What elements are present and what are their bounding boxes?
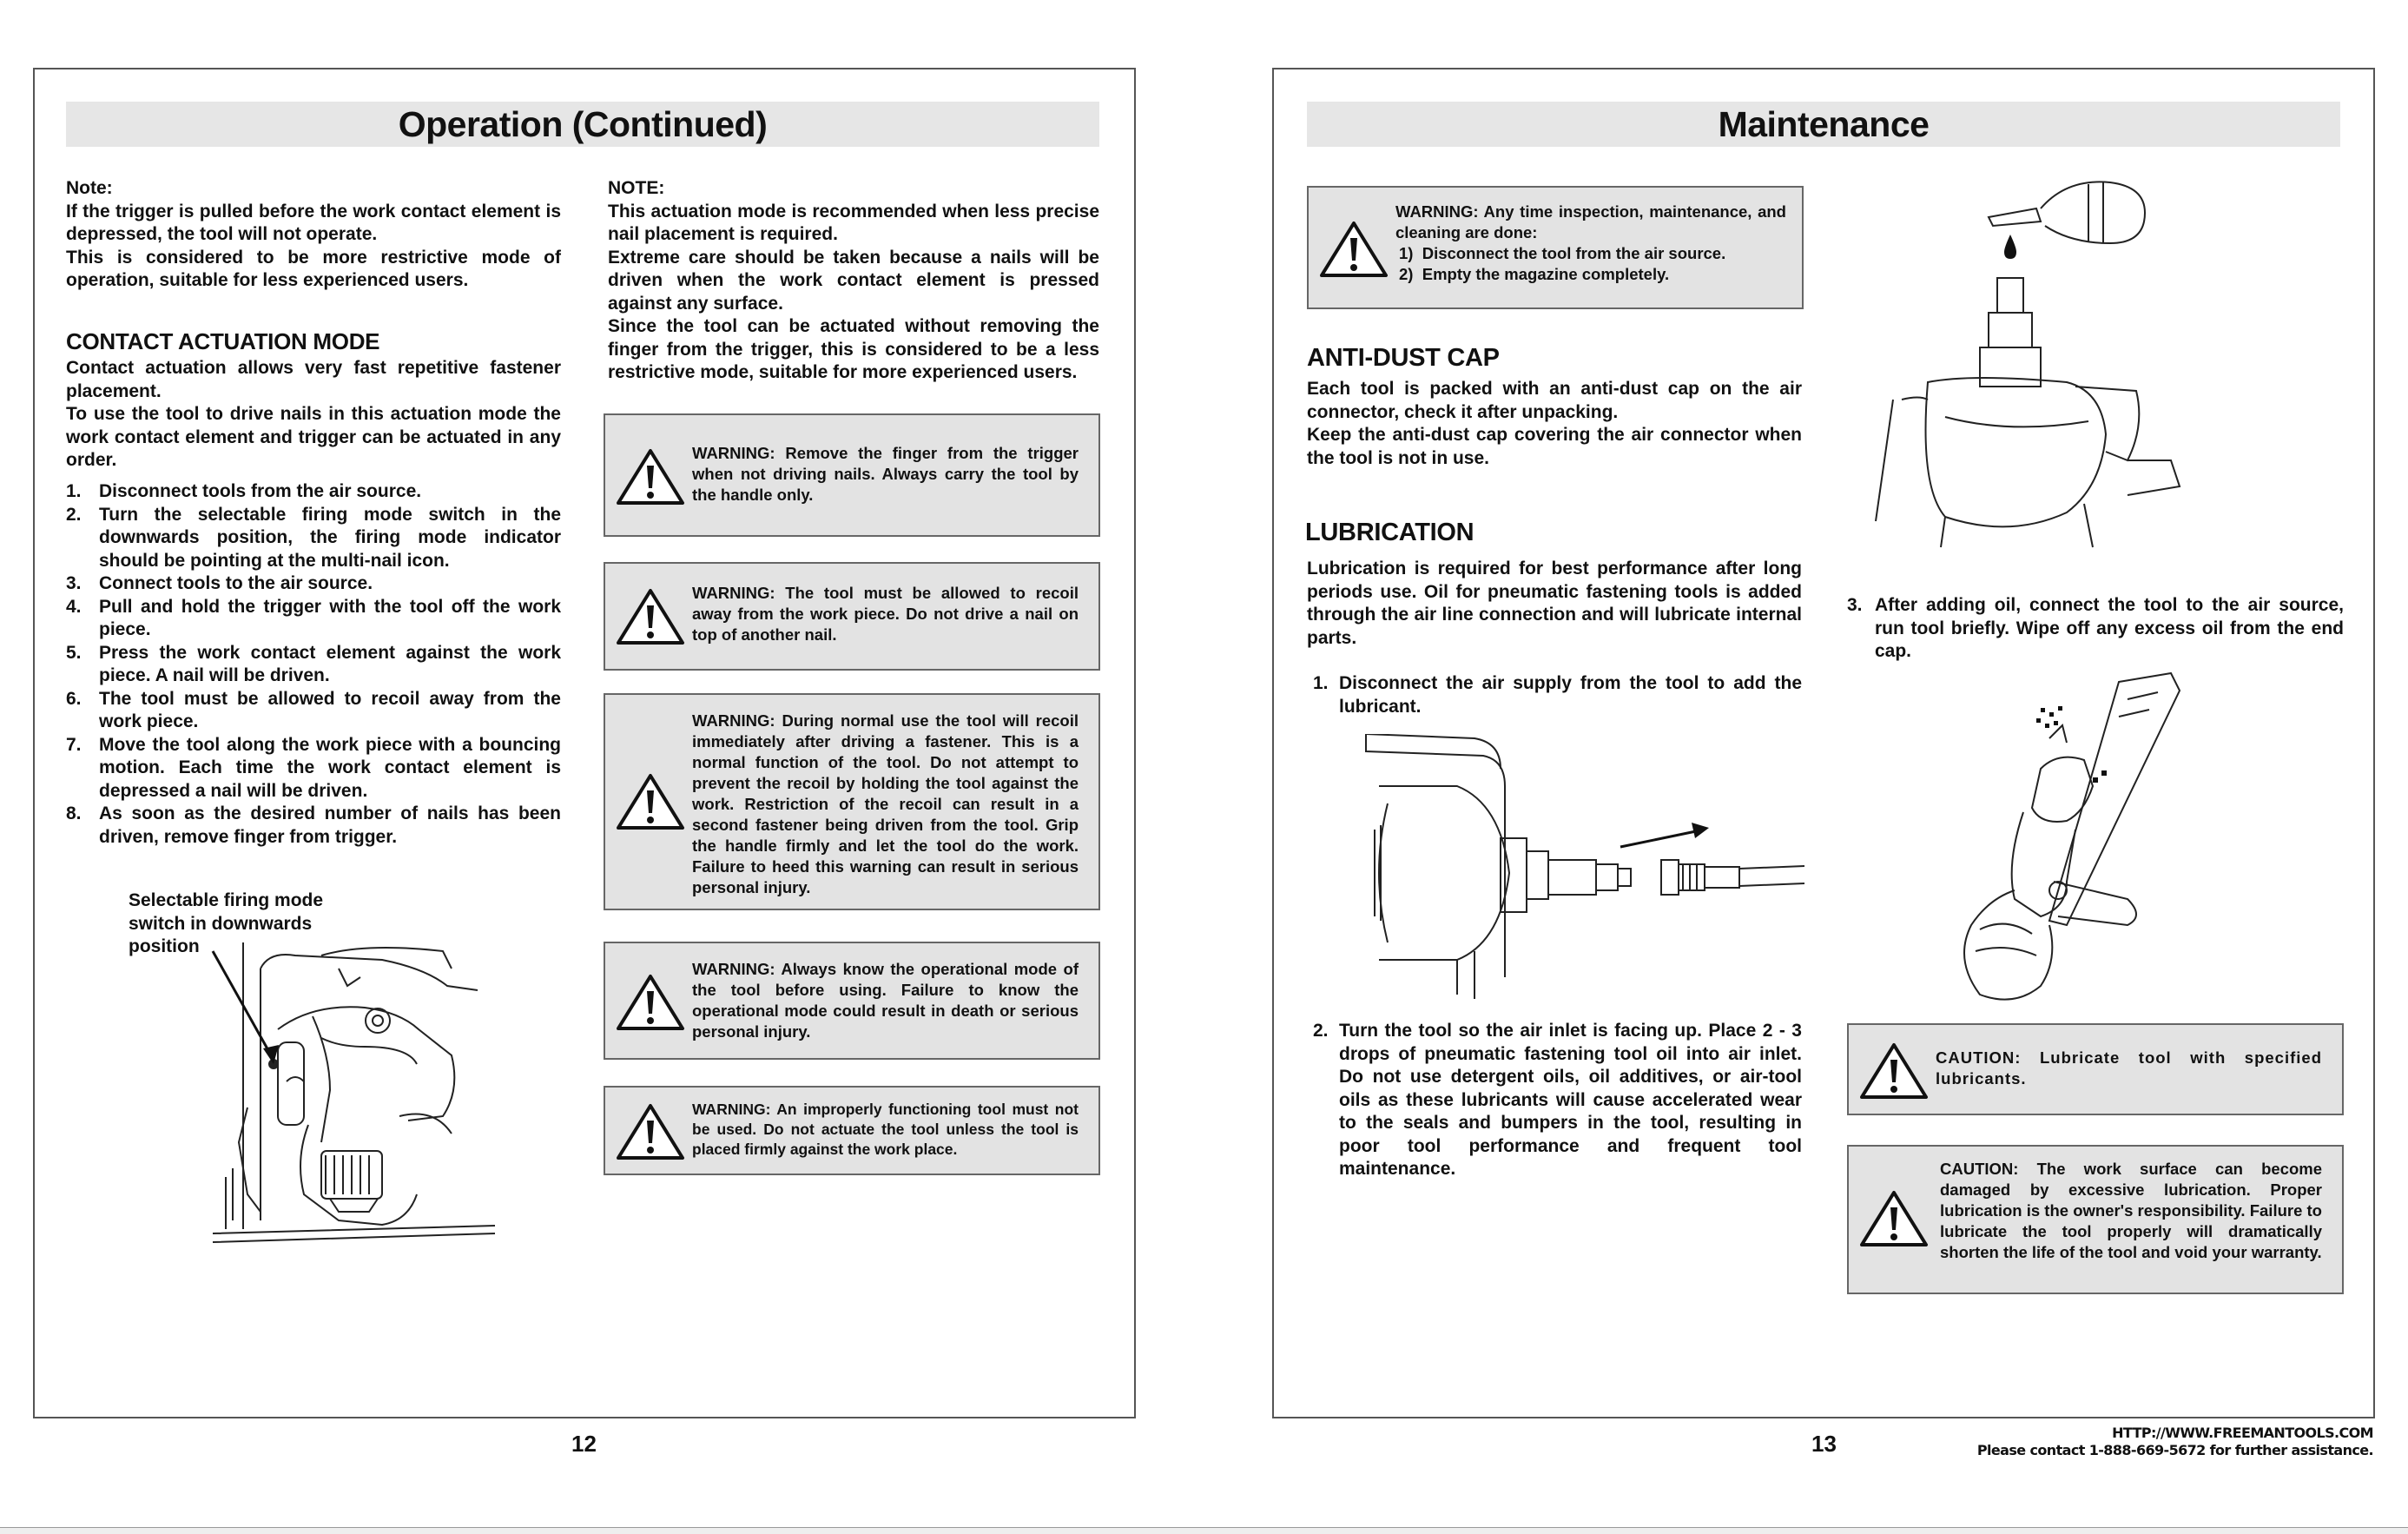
page-number-12: 12: [571, 1431, 597, 1457]
warning-triangle-icon: [1319, 221, 1389, 278]
page-title-maintenance: Maintenance: [1307, 102, 2340, 147]
list-item: 3. Connect tools to the air source.: [66, 573, 373, 593]
footer-url[interactable]: HTTP://WWW.FREEMANTOOLS.COM: [2112, 1425, 2373, 1441]
note2-paragraph-2: Extreme care should be taken because a nails will be driven when the work contact element is pressed against any surface.: [608, 247, 1099, 314]
lubrication-text: Lubrication is required for best performance after long periods use. Oil for pneumatic fastening tools is added through the air line connection and will lubricate internal parts.: [1307, 559, 1802, 648]
warning-triangle-icon: [1859, 1042, 1929, 1100]
list-item: 1. Disconnect the air supply from the tool to add the lubricant.: [1313, 673, 1802, 717]
warning-triangle-icon: [616, 773, 685, 830]
warning-text: WARNING: An improperly functioning tool must not be used. Do not actuate the tool unless the tool is placed firmly against the work place.: [692, 1101, 1079, 1158]
list-item: 1. Disconnect tools from the air source.: [66, 481, 422, 501]
page-title-operation: Operation (Continued): [66, 102, 1099, 147]
warning-text: WARNING: Any time inspection, maintenance, and cleaning are done: 1) Disconnect the tool from the air source. 2) Empty the magazine completely.: [1395, 202, 1786, 283]
warning-box-inspection: [1307, 186, 1804, 309]
list-item: 7. Move the tool along the work piece with a bouncing motion. Each time the work contact element is depressed a nail will be driven.: [66, 734, 561, 801]
caution-text: CAUTION: Lubricate tool with specified lubricants.: [1936, 1048, 2322, 1088]
warning-triangle-icon: [1859, 1190, 1929, 1247]
warning-box-mode: [604, 942, 1100, 1060]
note-head: Note:: [66, 178, 113, 198]
note-paragraph-1: If the trigger is pulled before the work contact element is depressed, the tool will not operate.: [66, 201, 561, 244]
contact-steps-list: [66, 480, 561, 849]
note-paragraph-2: This is considered to be more restrictive mode of operation, suitable for less experienced users.: [66, 247, 561, 290]
figure-label: Selectable firing mode switch in downwards position: [129, 890, 324, 956]
list-item: 3. After adding oil, connect the tool to the air source, run tool briefly. Wipe off any excess oil from the end cap.: [1847, 595, 2344, 661]
note2-paragraph-3: Since the tool can be actuated without removing the finger from the trigger, this is considered to be a less restrictive mode, suitable for more experienced users.: [608, 316, 1099, 382]
contact-intro-1: Contact actuation allows very fast repetitive fastener placement.: [66, 358, 561, 401]
caution-box-surface: [1847, 1145, 2344, 1294]
contact-actuation-heading: CONTACT ACTUATION MODE: [66, 328, 380, 354]
warning-box-finger: [604, 413, 1100, 537]
warning-box-improper: [604, 1086, 1100, 1175]
anti-dust-cap-heading: ANTI-DUST CAP: [1307, 344, 1500, 372]
lubrication-heading: LUBRICATION: [1305, 519, 1474, 546]
page-number-13: 13: [1811, 1431, 1837, 1457]
oil-inlet-illustration: [1867, 174, 2197, 556]
lubrication-step-3: [1847, 594, 2344, 664]
footer-contact: [1977, 1425, 2373, 1459]
contact-intro: [66, 357, 561, 473]
note-block: [66, 177, 561, 293]
note-head-2: NOTE:: [608, 178, 665, 198]
warning-text: WARNING: The tool must be allowed to recoil away from the work piece. Do not drive a nail on top of another nail.: [692, 584, 1079, 644]
warning-text: WARNING: Remove the finger from the trigger when not driving nails. Always carry the tool by the handle only.: [692, 444, 1079, 504]
lubrication-step-1: [1313, 672, 1802, 718]
warning-box-recoil-normal: [604, 693, 1100, 910]
warning-box-recoil: [604, 562, 1100, 671]
firing-mode-switch-illustration: [191, 934, 504, 1281]
anti-dust-text: Each tool is packed with an anti-dust cap on the air connector, check it after unpacking. Keep the anti-dust cap covering the air connector when the tool is not in use.: [1307, 379, 1802, 468]
warning-triangle-icon: [616, 448, 685, 506]
list-item: 8. As soon as the desired number of nails has been driven, remove finger from trigger.: [66, 803, 561, 847]
warning-triangle-icon: [616, 974, 685, 1031]
warning-text: WARNING: During normal use the tool will recoil immediately after driving a fastener. This is a normal function of the tool. Do not attempt to prevent the recoil by holding the tool against the work. Restriction of the recoil can result in a second fastener being driven from the tool. Grip the handle firmly and let the tool do the work. Failure to heed this warning can result in serious personal injury.: [692, 711, 1079, 896]
warning-triangle-icon: [616, 588, 685, 645]
list-item: 6. The tool must be allowed to recoil away from the work piece.: [66, 688, 561, 731]
list-item: 2. Turn the tool so the air inlet is facing up. Place 2 - 3 drops of pneumatic fastening tool oil into air inlet. Do not use detergent oils, oil additives, or air-tool oils as these lubricants will cause accelerated wear to the seals and bumpers in the tool, resulting in poor tool performance and frequent tool maintenance.: [1313, 1021, 1802, 1179]
note-block-2: [608, 177, 1099, 385]
warning-text: WARNING: Always know the operational mode of the tool before using. Failure to know the operational mode could result in death or serious personal injury.: [692, 960, 1079, 1041]
lubrication-step-2: [1313, 1020, 1802, 1181]
list-item: 2. Turn the selectable firing mode switch in the downwards position, the firing mode indicator should be pointing at the multi-nail icon.: [66, 504, 561, 571]
footer-phone: Please contact 1-888-669-5672 for further assistance.: [1976, 1442, 2373, 1458]
note2-paragraph-1: This actuation mode is recommended when less precise nail placement is required.: [608, 201, 1099, 244]
list-item: 5. Press the work contact element against the work piece. A nail will be driven.: [66, 642, 561, 685]
contact-intro-2: To use the tool to drive nails in this actuation mode the work contact element and trigger can be actuated in any order.: [66, 404, 561, 470]
nailer-illustration: [1910, 665, 2223, 1012]
warning-triangle-icon: [616, 1103, 685, 1160]
caution-box-lubricants: [1847, 1023, 2344, 1115]
caution-text: CAUTION: The work surface can become damaged by excessive lubrication. Proper lubrication is the owner's responsibility. Failure to lubricate the tool properly will dramatically shorten the life of the tool and void your warranty.: [1940, 1160, 2322, 1261]
air-connector-illustration: [1362, 734, 1804, 1003]
list-item: 4. Pull and hold the trigger with the tool off the work piece.: [66, 596, 561, 639]
